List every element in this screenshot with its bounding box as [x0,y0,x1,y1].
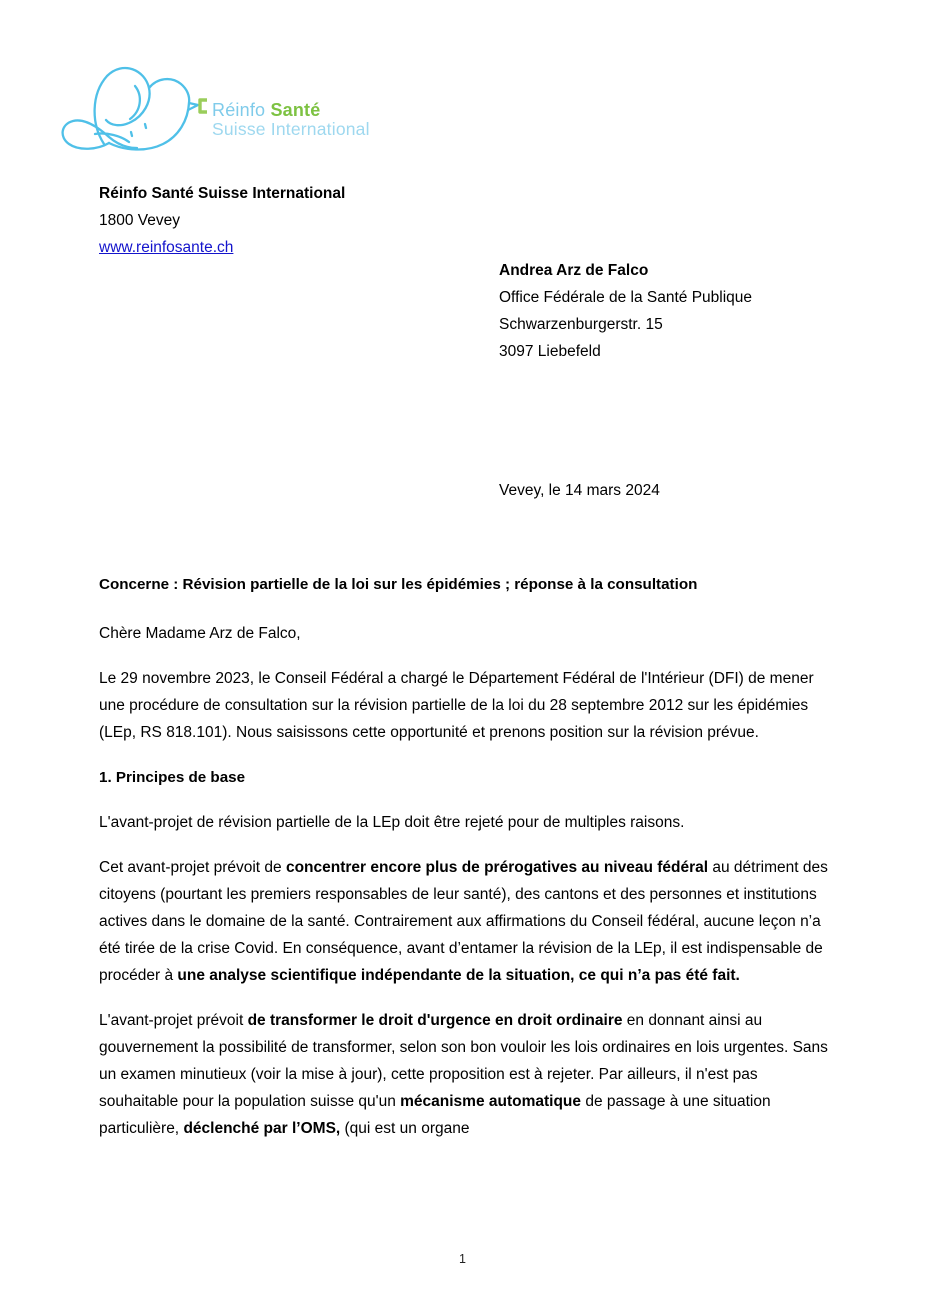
logo-line-1 [212,100,370,120]
section-1-paragraph-1: L'avant-projet de révision partielle de la LEp doit être rejeté pour de multiples raisons. [99,814,685,831]
recipient-organisation: Office Fédérale de la Santé Publique [499,289,753,306]
recipient-city: 3097 Liebefeld [499,343,601,360]
para2-segment-a: Cet avant-projet prévoit de [99,859,286,876]
para2-segment-b-bold: concentrer encore plus de prérogatives au niveau fédéral [285,859,709,876]
sender-city: 1800 Vevey [99,212,181,229]
para3-segment-a: L'avant-projet prévoit [99,1012,248,1029]
recipient-address-block [499,257,752,365]
section-1-paragraph-3 [99,1007,829,1142]
logo-wordmark [212,100,370,140]
section-1-paragraph-2 [99,854,829,989]
dateline: Vevey, le 14 mars 2024 [499,482,660,499]
letter-subject: Concerne : Révision partielle de la loi sur les épidémies ; réponse à la consultation [99,576,698,593]
dove-icon [57,58,207,156]
para3-segment-g: (qui est un organe [340,1120,470,1137]
letter-body [99,620,829,1160]
sender-website-link[interactable]: www.reinfosante.ch [99,239,234,256]
logo-reinfo-text: Réinfo [212,100,271,120]
para3-segment-c: en donnant ainsi au gouvernement la possibilité de transformer, selon son bon vouloir les lois ordinaires en lois urgentes. Sans un examen minutieux (voir la mise à jour), cette proposition est à rejeter. Par ailleurs, il n'est pas souhaitable pour la population suisse qu'un [99,1012,828,1110]
organisation-logo [57,58,377,163]
para3-segment-b-bold: de transformer le droit d'urgence en droit ordinaire [247,1012,623,1029]
sender-name: Réinfo Santé Suisse International [99,185,346,202]
green-cross-icon [200,91,207,121]
para2-segment-c: au détriment des citoyens (pourtant les premiers responsables de leur santé), des cantons et des personnes et institutions actives dans le domaine de la santé. Contrairement aux affirmations du Conseil fédéral, aucune leçon n’a été tirée de la crise Covid. En conséquence, avant d’entamer la révision de la LEp, il est indispensable de procéder à [99,859,828,984]
recipient-street: Schwarzenburgerstr. 15 [499,316,663,333]
para3-segment-e: de passage à une situation particulière, [99,1093,771,1137]
logo-line-2: Suisse International [212,119,370,140]
para2-segment-d-bold: une analyse scientifique indépendante de la situation, ce qui n’a pas été fait. [177,967,740,984]
logo-sante-text: Santé [270,100,321,120]
para3-segment-d-bold: mécanisme automatique [400,1093,582,1110]
section-1-heading: 1. Principes de base [99,769,246,786]
para3-segment-f-bold: déclenché par l’OMS, [183,1120,341,1137]
recipient-name: Andrea Arz de Falco [499,262,649,279]
sender-address-block [99,180,345,261]
salutation: Chère Madame Arz de Falco, [99,625,301,642]
paragraph-intro: Le 29 novembre 2023, le Conseil Fédéral a chargé le Département Fédéral de l'Intérieur (DFI) de mener une procédure de consultation sur la révision partielle de la loi du 28 septembre 2012 sur les épidémies (LEp, RS 818.101). Nous saisissons cette opportunité et prenons position sur la révision prévue. [99,670,814,741]
page-number: 1 [459,1252,466,1266]
